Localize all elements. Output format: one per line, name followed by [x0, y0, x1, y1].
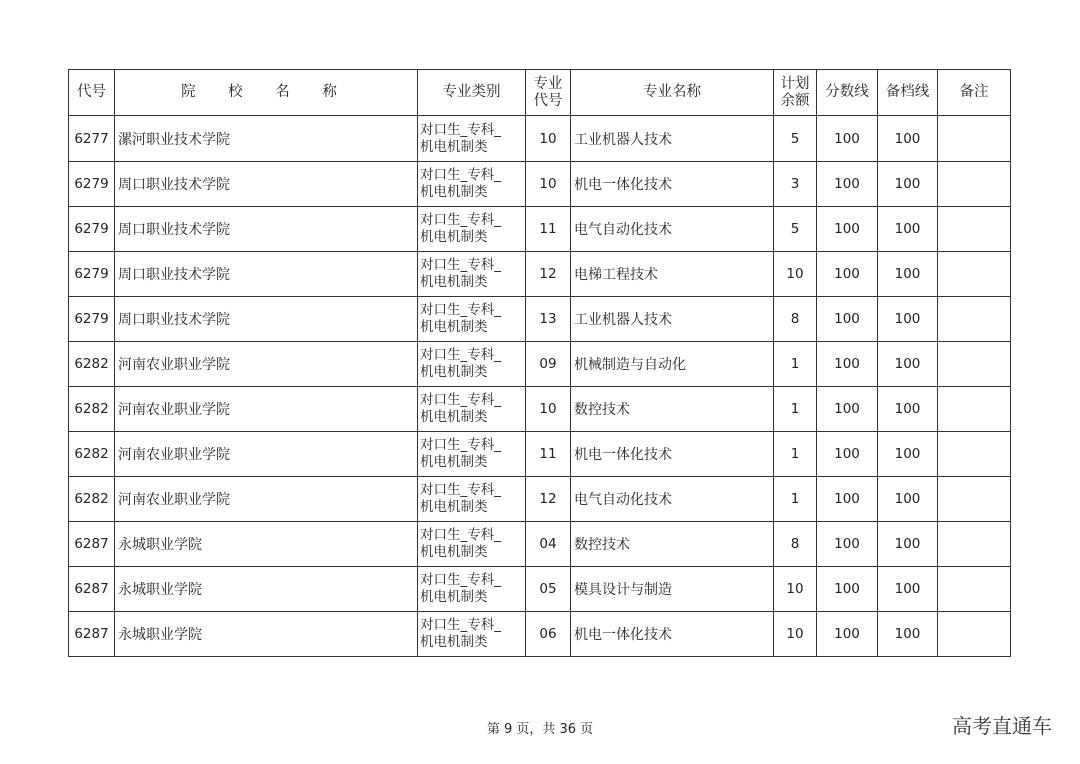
table-row — [69, 387, 1011, 432]
cell-reserve: 100 — [878, 116, 938, 162]
cell-note — [938, 477, 1011, 522]
cell-school: 永城职业学院 — [115, 612, 418, 657]
cell-major: 工业机器人技术 — [571, 116, 774, 162]
cell-code: 6287 — [69, 612, 115, 657]
category-line2: 机电机制类 — [420, 319, 488, 335]
header-major-code-line2: 代号 — [533, 92, 563, 109]
cell-quota: 1 — [774, 432, 817, 477]
cell-school: 周口职业技术学院 — [115, 297, 418, 342]
cell-major: 电梯工程技术 — [571, 252, 774, 297]
cell-quota: 5 — [774, 207, 817, 252]
cell-score: 100 — [817, 342, 878, 387]
category-line2: 机电机制类 — [420, 274, 488, 290]
table-row — [69, 477, 1011, 522]
table-row — [69, 342, 1011, 387]
cell-category — [418, 477, 526, 522]
cell-major-code: 06 — [526, 612, 571, 657]
cell-major-code: 11 — [526, 432, 571, 477]
cell-score: 100 — [817, 477, 878, 522]
cell-major-code: 11 — [526, 207, 571, 252]
cell-school: 永城职业学院 — [115, 522, 418, 567]
cell-note — [938, 207, 1011, 252]
cell-note — [938, 252, 1011, 297]
cell-reserve: 100 — [878, 252, 938, 297]
cell-school: 周口职业技术学院 — [115, 252, 418, 297]
cell-quota: 1 — [774, 477, 817, 522]
category-line1: 对口生_专科_ — [420, 482, 501, 498]
cell-major-code: 10 — [526, 162, 571, 207]
cell-quota: 1 — [774, 342, 817, 387]
cell-category — [418, 207, 526, 252]
header-quota-line2: 余额 — [780, 92, 810, 109]
category-line2: 机电机制类 — [420, 184, 488, 200]
cell-reserve: 100 — [878, 432, 938, 477]
admission-table — [68, 69, 1011, 657]
header-reserve — [878, 70, 938, 116]
cell-category — [418, 116, 526, 162]
cell-category — [418, 297, 526, 342]
table-row — [69, 207, 1011, 252]
table-row — [69, 612, 1011, 657]
cell-major: 工业机器人技术 — [571, 297, 774, 342]
category-line1: 对口生_专科_ — [420, 572, 501, 588]
cell-code: 6287 — [69, 567, 115, 612]
cell-code: 6282 — [69, 342, 115, 387]
cell-reserve: 100 — [878, 612, 938, 657]
category-line1: 对口生_专科_ — [420, 302, 501, 318]
cell-score: 100 — [817, 432, 878, 477]
category-line2: 机电机制类 — [420, 544, 488, 560]
table-row — [69, 162, 1011, 207]
cell-code: 6282 — [69, 432, 115, 477]
header-category-label: 专业类别 — [442, 84, 501, 100]
header-code-label: 代号 — [77, 84, 106, 100]
cell-note — [938, 162, 1011, 207]
category-line1: 对口生_专科_ — [420, 617, 501, 633]
cell-category — [418, 567, 526, 612]
header-score — [817, 70, 878, 116]
cell-school: 周口职业技术学院 — [115, 207, 418, 252]
cell-major: 机电一体化技术 — [571, 612, 774, 657]
cell-quota: 8 — [774, 522, 817, 567]
cell-reserve: 100 — [878, 477, 938, 522]
cell-major-code: 12 — [526, 477, 571, 522]
cell-major-code: 12 — [526, 252, 571, 297]
header-row — [69, 70, 1011, 116]
header-score-label: 分数线 — [825, 84, 869, 100]
category-line1: 对口生_专科_ — [420, 212, 501, 228]
cell-code: 6279 — [69, 162, 115, 207]
cell-category — [418, 612, 526, 657]
cell-major: 机电一体化技术 — [571, 162, 774, 207]
table-row — [69, 432, 1011, 477]
cell-school: 河南农业职业学院 — [115, 432, 418, 477]
cell-major-code: 10 — [526, 387, 571, 432]
cell-score: 100 — [817, 612, 878, 657]
header-major-code-line1: 专业 — [533, 75, 563, 92]
category-line2: 机电机制类 — [420, 138, 488, 155]
cell-quota: 1 — [774, 387, 817, 432]
cell-major: 机电一体化技术 — [571, 432, 774, 477]
header-major-code — [526, 70, 571, 116]
category-line2: 机电机制类 — [420, 589, 488, 605]
cell-score: 100 — [817, 162, 878, 207]
cell-note — [938, 522, 1011, 567]
cell-code: 6279 — [69, 207, 115, 252]
cell-school: 河南农业职业学院 — [115, 387, 418, 432]
header-quota — [774, 70, 817, 116]
cell-code: 6282 — [69, 387, 115, 432]
header-school-label: 院 校 名 称 — [181, 84, 351, 100]
category-line1: 对口生_专科_ — [420, 392, 501, 408]
category-line2: 机电机制类 — [420, 229, 488, 245]
cell-category — [418, 432, 526, 477]
cell-quota: 5 — [774, 116, 817, 162]
table-body — [69, 116, 1011, 657]
category-line2: 机电机制类 — [420, 454, 488, 470]
category-line1: 对口生_专科_ — [420, 257, 501, 273]
cell-reserve: 100 — [878, 207, 938, 252]
category-line1: 对口生_专科_ — [420, 437, 501, 453]
category-line1: 对口生_专科_ — [420, 527, 501, 543]
cell-reserve: 100 — [878, 342, 938, 387]
cell-school: 漯河职业技术学院 — [115, 116, 418, 162]
header-reserve-label: 备档线 — [885, 84, 930, 100]
cell-major: 数控技术 — [571, 522, 774, 567]
cell-score: 100 — [817, 207, 878, 252]
category-line1: 对口生_专科_ — [420, 167, 501, 183]
category-line1: 对口生_专科_ — [420, 121, 501, 138]
category-line1: 对口生_专科_ — [420, 347, 501, 363]
cell-score: 100 — [817, 387, 878, 432]
cell-note — [938, 116, 1011, 162]
cell-score: 100 — [817, 522, 878, 567]
cell-reserve: 100 — [878, 522, 938, 567]
admission-table-container — [68, 69, 1011, 657]
cell-category — [418, 342, 526, 387]
cell-school: 永城职业学院 — [115, 567, 418, 612]
cell-quota: 10 — [774, 567, 817, 612]
cell-code: 6277 — [69, 116, 115, 162]
cell-category — [418, 252, 526, 297]
cell-major-code: 09 — [526, 342, 571, 387]
cell-score: 100 — [817, 567, 878, 612]
header-school — [115, 70, 418, 116]
page-footer: 第 9 页，共 36 页 — [486, 722, 594, 737]
cell-school: 河南农业职业学院 — [115, 477, 418, 522]
cell-school: 周口职业技术学院 — [115, 162, 418, 207]
table-row — [69, 522, 1011, 567]
cell-score: 100 — [817, 116, 878, 162]
cell-quota: 3 — [774, 162, 817, 207]
cell-code: 6279 — [69, 252, 115, 297]
table-row — [69, 116, 1011, 162]
cell-major: 机械制造与自动化 — [571, 342, 774, 387]
cell-reserve: 100 — [878, 162, 938, 207]
cell-reserve: 100 — [878, 297, 938, 342]
cell-code: 6282 — [69, 477, 115, 522]
cell-major-code: 13 — [526, 297, 571, 342]
cell-category — [418, 162, 526, 207]
cell-code: 6279 — [69, 297, 115, 342]
cell-category — [418, 387, 526, 432]
cell-major-code: 05 — [526, 567, 571, 612]
table-header — [69, 70, 1011, 116]
cell-note — [938, 297, 1011, 342]
cell-score: 100 — [817, 252, 878, 297]
cell-category — [418, 522, 526, 567]
cell-major: 电气自动化技术 — [571, 477, 774, 522]
header-major — [571, 70, 774, 116]
header-code — [69, 70, 115, 116]
cell-note — [938, 567, 1011, 612]
cell-score: 100 — [817, 297, 878, 342]
category-line2: 机电机制类 — [420, 499, 488, 515]
cell-quota: 10 — [774, 612, 817, 657]
header-category — [418, 70, 526, 116]
header-note-label: 备注 — [959, 84, 989, 100]
brand-label: 高考直通车 — [952, 714, 1052, 738]
table-row — [69, 297, 1011, 342]
cell-major-code: 10 — [526, 116, 571, 162]
cell-quota: 10 — [774, 252, 817, 297]
header-quota-line1: 计划 — [780, 75, 810, 92]
cell-note — [938, 342, 1011, 387]
cell-note — [938, 387, 1011, 432]
table-row — [69, 252, 1011, 297]
cell-major: 电气自动化技术 — [571, 207, 774, 252]
cell-code: 6287 — [69, 522, 115, 567]
header-note — [938, 70, 1011, 116]
category-line2: 机电机制类 — [420, 364, 488, 380]
cell-quota: 8 — [774, 297, 817, 342]
cell-note — [938, 612, 1011, 657]
cell-major: 数控技术 — [571, 387, 774, 432]
category-line2: 机电机制类 — [420, 409, 488, 425]
cell-reserve: 100 — [878, 567, 938, 612]
header-major-label: 专业名称 — [643, 84, 701, 100]
cell-major: 模具设计与制造 — [571, 567, 774, 612]
category-line2: 机电机制类 — [420, 634, 488, 650]
cell-major-code: 04 — [526, 522, 571, 567]
cell-note — [938, 432, 1011, 477]
table-row — [69, 567, 1011, 612]
cell-school: 河南农业职业学院 — [115, 342, 418, 387]
cell-reserve: 100 — [878, 387, 938, 432]
